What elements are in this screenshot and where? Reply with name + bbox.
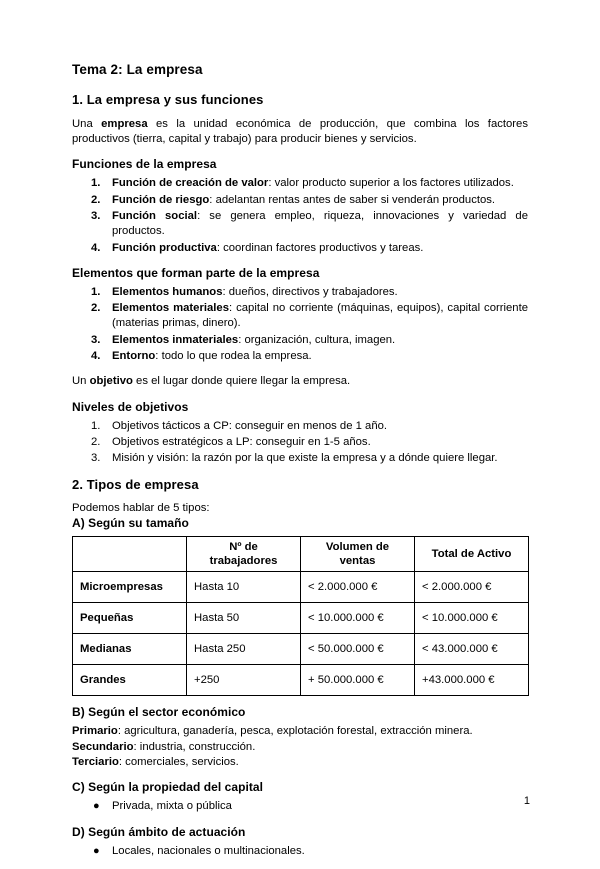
list-item-lead: Función productiva — [112, 241, 217, 254]
table-row-label: Microempresas — [73, 572, 187, 603]
list-sectores-economicos — [72, 724, 528, 770]
heading-segun-ambito-actuacion: D) Según ámbito de actuación — [72, 824, 246, 839]
table-cell: < 2.000.000 € — [301, 572, 415, 603]
list-item-lead: Elementos humanos — [112, 285, 223, 298]
document-body — [72, 62, 528, 869]
sector-text: : comerciales, servicios. — [118, 756, 239, 769]
sector-lead: Primario — [72, 725, 118, 738]
list-item — [72, 419, 528, 434]
heading-segun-propiedad-capital: C) Según la propiedad del capital — [72, 780, 264, 795]
list-item — [72, 241, 528, 256]
table-header-cell: Total de Activo — [415, 537, 529, 572]
table-cell: +43.000.000 € — [415, 665, 529, 696]
list-item — [72, 451, 528, 466]
table-cell: < 2.000.000 € — [415, 572, 529, 603]
list-item — [72, 844, 528, 859]
heading-niveles-objetivos: Niveles de objetivos — [72, 399, 189, 414]
sector-text: : agricultura, ganadería, pesca, explotación forestal, extracción minera. — [117, 725, 473, 738]
table-cell: Hasta 250 — [187, 634, 301, 665]
list-item-lead: Función de riesgo — [112, 193, 210, 206]
list-item — [72, 333, 528, 348]
bullet-icon: ● — [93, 800, 100, 813]
bold-term-empresa: empresa — [101, 117, 148, 130]
sector-line — [72, 724, 528, 739]
list-marker: 4. — [91, 241, 101, 254]
table-cell: Hasta 50 — [187, 603, 301, 634]
heading-funciones-empresa: Funciones de la empresa — [72, 157, 217, 172]
list-item-text: : organización, cultura, imagen. — [238, 333, 396, 346]
paragraph-tipos-intro: Podemos hablar de 5 tipos: — [72, 502, 210, 515]
heading-section-2: 2. Tipos de empresa — [72, 476, 199, 492]
table-cell: Hasta 10 — [187, 572, 301, 603]
list-marker: 2. — [91, 435, 101, 448]
table-cell: + 50.000.000 € — [301, 665, 415, 696]
list-niveles-objetivos — [72, 419, 528, 467]
sector-line — [72, 740, 528, 755]
list-marker: 2. — [91, 193, 101, 206]
list-item-text: : se genera empleo, riqueza, innovaciones y variedad de productos. — [112, 209, 528, 238]
table-row — [73, 634, 529, 665]
table-header-cell: Volumen de ventas — [301, 537, 415, 572]
list-marker: 1. — [91, 177, 101, 190]
list-marker: 1. — [91, 285, 101, 298]
list-elementos-empresa — [72, 285, 528, 364]
list-item-text: Privada, mixta o pública — [112, 800, 232, 813]
list-item-text: : dueños, directivos y trabajadores. — [222, 285, 398, 298]
list-item-lead: Elementos inmateriales — [112, 333, 239, 346]
list-item — [72, 349, 528, 364]
table-cell: < 50.000.000 € — [301, 634, 415, 665]
table-cell: +250 — [187, 665, 301, 696]
list-item — [72, 799, 528, 814]
list-item — [72, 285, 528, 300]
table-header-cell: Nº de trabajadores — [187, 537, 301, 572]
text-fragment: Una — [72, 117, 102, 130]
list-item-text: : adelantan rentas antes de saber si venderán productos. — [209, 193, 496, 206]
list-item — [72, 193, 528, 208]
paragraph-objetivo-definition — [72, 374, 528, 389]
bold-term-objetivo: objetivo — [89, 375, 133, 388]
table-row-label: Medianas — [73, 634, 187, 665]
list-item-text: Objetivos estratégicos a LP: conseguir en 1-5 años. — [112, 435, 371, 448]
list-item-lead: Función de creación de valor — [112, 177, 269, 190]
bullet-icon: ● — [93, 844, 100, 857]
sector-lead: Secundario — [72, 740, 134, 753]
table-cell: < 10.000.000 € — [415, 603, 529, 634]
table-row-label: Grandes — [73, 665, 187, 696]
list-marker: 4. — [91, 350, 101, 363]
list-item-text: : coordinan factores productivos y tareas. — [216, 241, 424, 254]
list-item-lead: Entorno — [112, 350, 156, 363]
page-number: 1 — [523, 795, 530, 807]
heading-elementos-empresa: Elementos que forman parte de la empresa — [72, 265, 320, 280]
list-marker: 3. — [91, 209, 101, 222]
table-cell: < 10.000.000 € — [301, 603, 415, 634]
table-row — [73, 572, 529, 603]
list-ambito-actuacion — [72, 844, 528, 859]
list-item-text: Objetivos tácticos a CP: conseguir en menos de 1 año. — [112, 419, 388, 432]
table-row-label: Pequeñas — [73, 603, 187, 634]
table-cell: < 43.000.000 € — [415, 634, 529, 665]
text-fragment: es el lugar donde quiere llegar la empresa. — [132, 375, 351, 388]
paragraph-empresa-definition — [72, 117, 528, 148]
list-item — [72, 301, 528, 332]
list-item-text: : capital no corriente (máquinas, equipos), capital corriente (materias primas, dinero). — [112, 302, 529, 330]
page-title: Tema 2: La empresa — [72, 62, 203, 77]
list-item-text: : valor producto superior a los factores utilizados. — [268, 177, 514, 190]
table-header-cell — [73, 537, 187, 572]
table-row — [73, 665, 529, 696]
list-item — [72, 435, 528, 450]
list-marker: 1. — [91, 419, 101, 432]
sector-text: : industria, construcción. — [133, 740, 256, 753]
sector-lead: Terciario — [72, 756, 119, 769]
text-fragment: Un — [72, 375, 90, 388]
list-marker: 3. — [91, 333, 101, 346]
table-header-row — [73, 537, 529, 572]
list-item-text: Misión y visión: la razón por la que existe la empresa y a dónde quiere llegar. — [112, 452, 498, 465]
heading-section-1: 1. La empresa y sus funciones — [72, 92, 264, 108]
list-propiedad-capital — [72, 799, 528, 814]
list-marker: 2. — [91, 302, 101, 315]
list-item-text: Locales, nacionales o multinacionales. — [112, 844, 305, 857]
text-fragment: es la unidad económica de producción, que combina los factores productivos (tierra, capital y trabajo) para producir bienes y servicios. — [72, 117, 528, 146]
heading-segun-sector: B) Según el sector económico — [72, 705, 246, 720]
list-funciones-empresa — [72, 176, 528, 255]
table-empresa-sizes — [72, 536, 529, 696]
heading-segun-tamano: A) Según su tamaño — [72, 516, 189, 531]
list-item — [72, 209, 528, 240]
table-row — [73, 603, 529, 634]
list-item-text: : todo lo que rodea la empresa. — [155, 350, 312, 363]
list-item-lead: Función social — [112, 209, 198, 222]
sector-line — [72, 755, 528, 770]
list-item-lead: Elementos materiales — [112, 302, 229, 315]
list-marker: 3. — [91, 452, 101, 465]
list-item — [72, 176, 528, 191]
